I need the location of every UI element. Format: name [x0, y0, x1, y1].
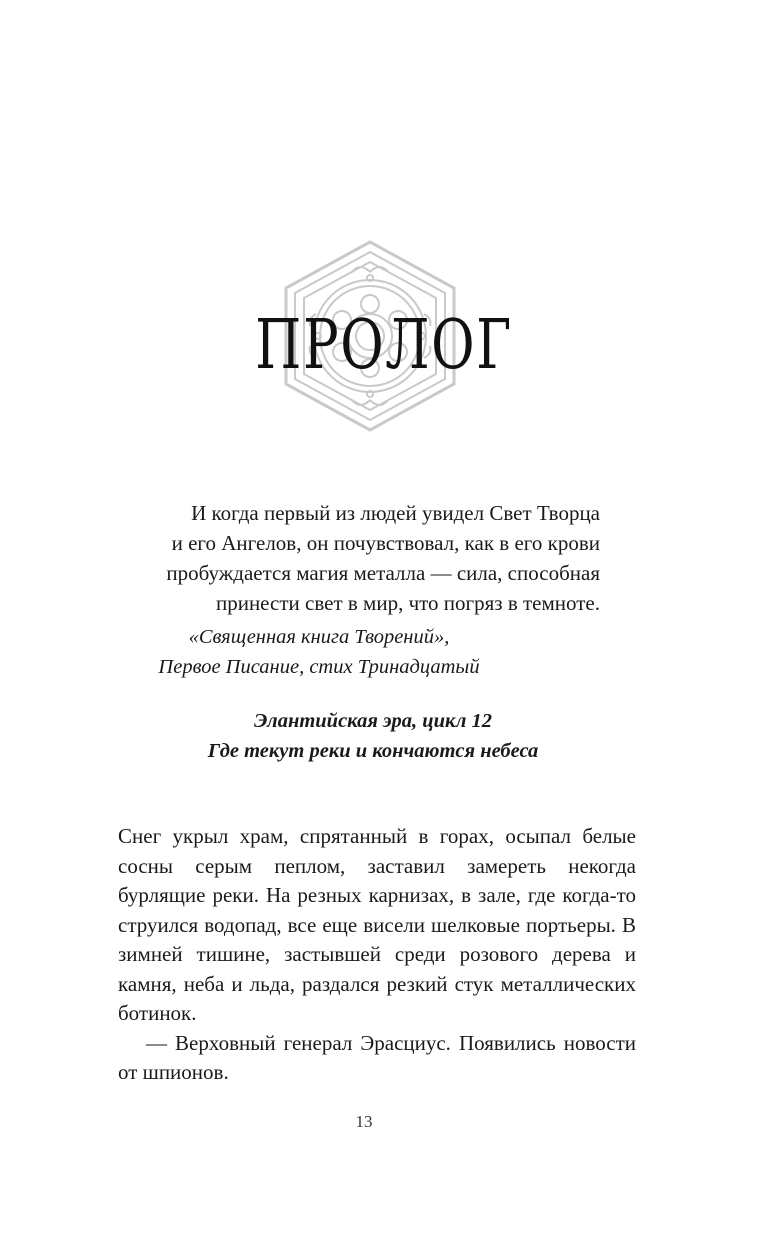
epigraph-source-line: «Священная книга Творений», [188, 626, 450, 648]
body-paragraph: Снег укрыл храм, спрятанный в горах, осыпал белые сосны серым пеплом, заставил замереть некогда бурлящие реки. На резных карнизах, в зале, где когда-то струился водопад, все еще висели шелковые портьеры. В зимней тишине, застывшей среди розового дерева и камня, неба и льда, раздался резкий стук металлических ботинок. [118, 824, 636, 1025]
dateline-line: Где текут реки и кончаются небеса [207, 740, 539, 762]
page-number: 13 [355, 1112, 373, 1131]
epigraph [100, 498, 600, 618]
epigraph-line: И когда первый из людей увидел Свет Творца [191, 501, 600, 525]
dateline [100, 706, 646, 766]
body-text [118, 822, 636, 1088]
epigraph-source-line: Первое Писание, стих Тринадцатый [158, 656, 480, 678]
dateline-line: Элантийская эра, цикл 12 [253, 710, 493, 732]
epigraph-line: и его Ангелов, он почувствовал, как в его крови [171, 531, 600, 555]
epigraph-line: пробуждается магия металла — сила, способная [166, 561, 600, 585]
epigraph-line: принести свет в мир, что погряз в темноте. [215, 591, 600, 615]
chapter-title: ПРОЛОГ [255, 306, 513, 385]
epigraph-source [100, 622, 538, 682]
body-paragraph: — Верховный генерал Эрасциус. Появились новости от шпионов. [118, 1030, 636, 1084]
